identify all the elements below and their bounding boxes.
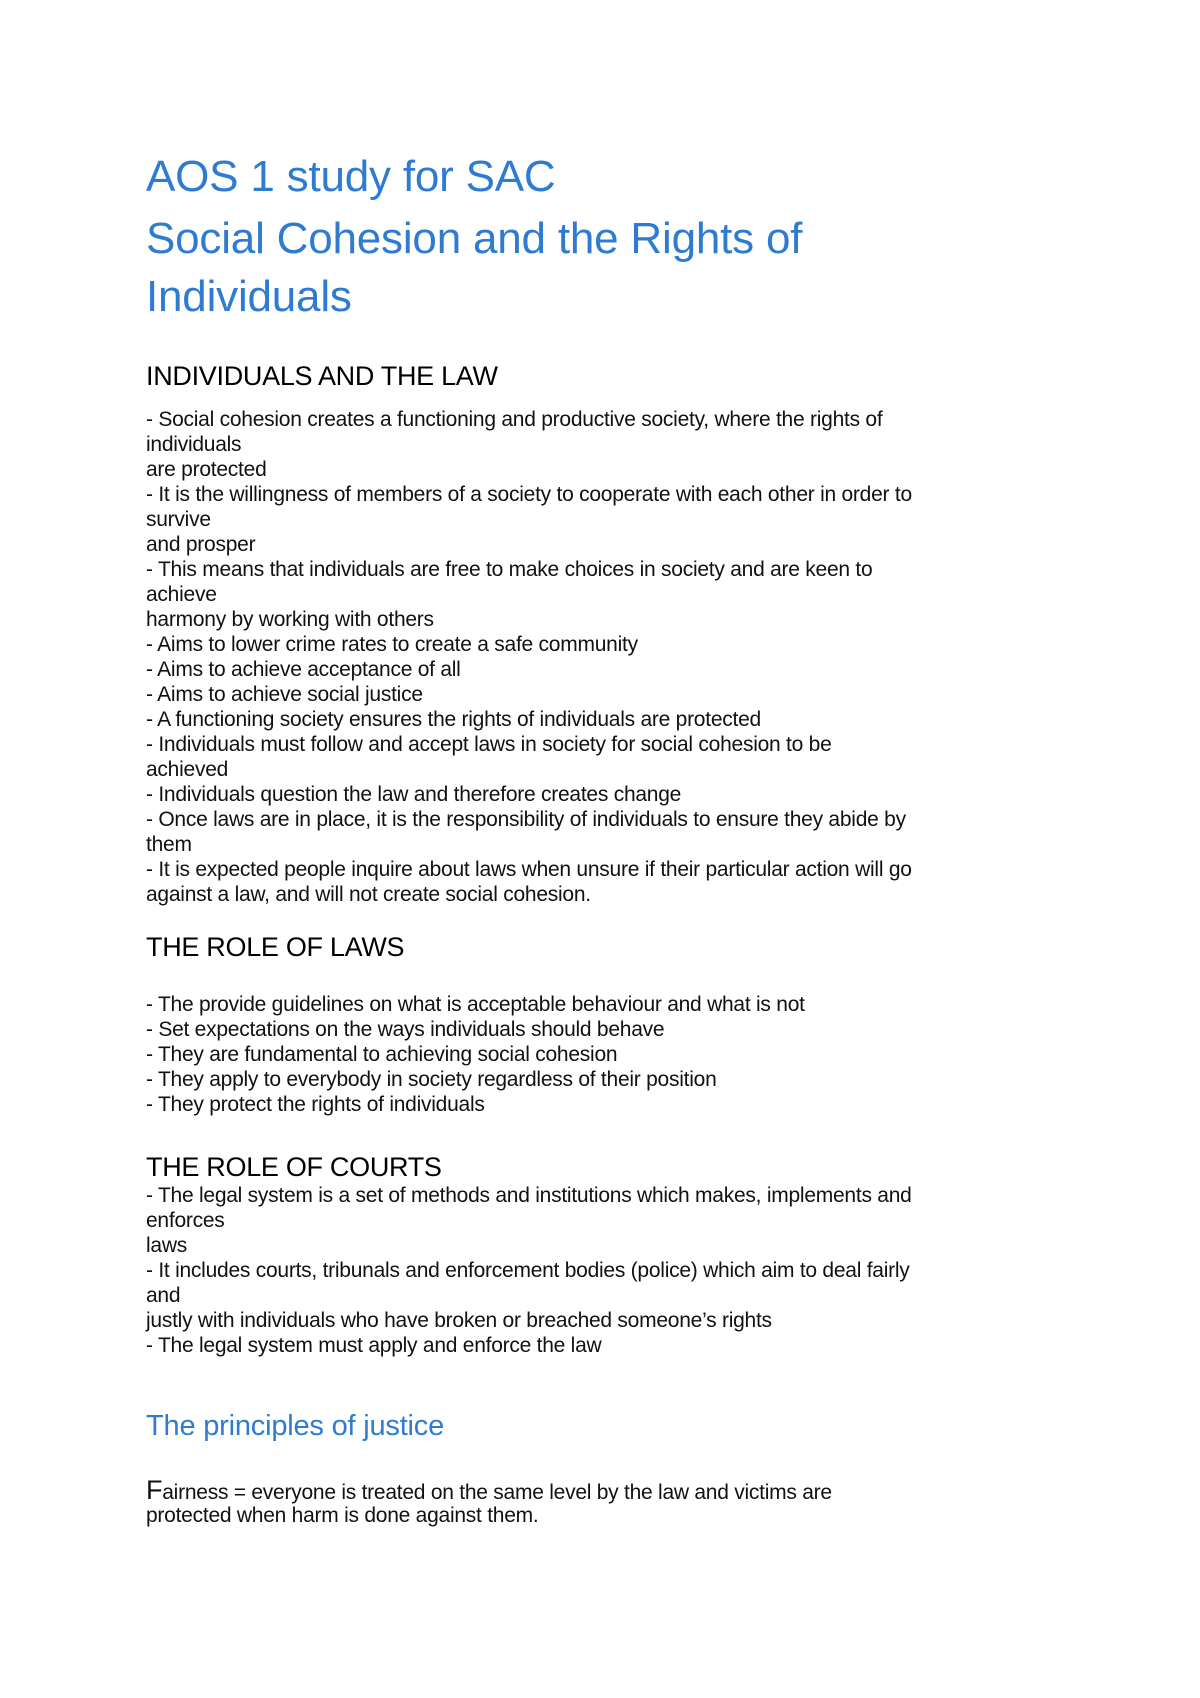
text-line: - A functioning society ensures the rights of individuals are protected bbox=[146, 708, 761, 731]
text-line: - Once laws are in place, it is the responsibility of individuals to ensure they abide by bbox=[146, 808, 906, 831]
text-line: and prosper bbox=[146, 533, 256, 556]
document-subtitle: Social Cohesion and the Rights of Individuals bbox=[146, 214, 803, 321]
section-body-individuals-and-the-law bbox=[146, 407, 1106, 907]
text-line: survive bbox=[146, 508, 211, 531]
fairness-line-rest: airness = everyone is treated on the same level by the law and victims are bbox=[162, 1481, 832, 1504]
text-line: - It is the willingness of members of a society to cooperate with each other in order to bbox=[146, 483, 912, 506]
section-heading-individuals-and-the-law: INDIVIDUALS AND THE LAW bbox=[146, 361, 498, 391]
text-line: against a law, and will not create social cohesion. bbox=[146, 883, 591, 906]
text-line: enforces bbox=[146, 1209, 225, 1232]
text-line: - It includes courts, tribunals and enforcement bodies (police) which aim to deal fairly bbox=[146, 1259, 910, 1282]
text-line: justly with individuals who have broken or breached someone’s rights bbox=[146, 1309, 772, 1332]
text-line: - Aims to achieve acceptance of all bbox=[146, 658, 461, 681]
document-title: AOS 1 study for SAC bbox=[146, 152, 556, 201]
text-line: achieve bbox=[146, 583, 217, 606]
text-line: - They apply to everybody in society regardless of their position bbox=[146, 1068, 717, 1091]
text-line: are protected bbox=[146, 458, 267, 481]
text-line: - Aims to lower crime rates to create a safe community bbox=[146, 633, 638, 656]
text-line: - The provide guidelines on what is acceptable behaviour and what is not bbox=[146, 993, 805, 1016]
fairness-initial: F bbox=[146, 1475, 163, 1505]
text-line: - Social cohesion creates a functioning and productive society, where the rights of bbox=[146, 408, 883, 431]
section-body-role-of-courts bbox=[146, 1183, 1106, 1358]
text-line: protected when harm is done against them. bbox=[146, 1504, 539, 1527]
text-line: - Individuals must follow and accept laws in society for social cohesion to be bbox=[146, 733, 832, 756]
text-line: - The legal system must apply and enforce the law bbox=[146, 1334, 602, 1357]
text-line: - They protect the rights of individuals bbox=[146, 1093, 485, 1116]
text-line: - It is expected people inquire about laws when unsure if their particular action will go bbox=[146, 858, 912, 881]
section-heading-role-of-courts: THE ROLE OF COURTS bbox=[146, 1152, 442, 1182]
fairness-paragraph bbox=[146, 1475, 1106, 1528]
text-line: - The legal system is a set of methods and institutions which makes, implements and bbox=[146, 1184, 912, 1207]
text-line: and bbox=[146, 1284, 181, 1307]
text-line: - Set expectations on the ways individuals should behave bbox=[146, 1018, 665, 1041]
text-line: - Aims to achieve social justice bbox=[146, 683, 423, 706]
text-line: achieved bbox=[146, 758, 229, 781]
text-line: harmony by working with others bbox=[146, 608, 434, 631]
text-line: them bbox=[146, 833, 192, 856]
text-line: - They are fundamental to achieving social cohesion bbox=[146, 1043, 618, 1066]
principles-heading: The principles of justice bbox=[146, 1410, 445, 1442]
text-line: individuals bbox=[146, 433, 242, 456]
section-heading-role-of-laws: THE ROLE OF LAWS bbox=[146, 932, 405, 962]
text-line: - Individuals question the law and therefore creates change bbox=[146, 783, 682, 806]
text-line: laws bbox=[146, 1234, 188, 1257]
section-body-role-of-laws bbox=[146, 992, 1106, 1117]
text-line bbox=[146, 1475, 1106, 1505]
text-line: - This means that individuals are free to make choices in society and are keen to bbox=[146, 558, 873, 581]
